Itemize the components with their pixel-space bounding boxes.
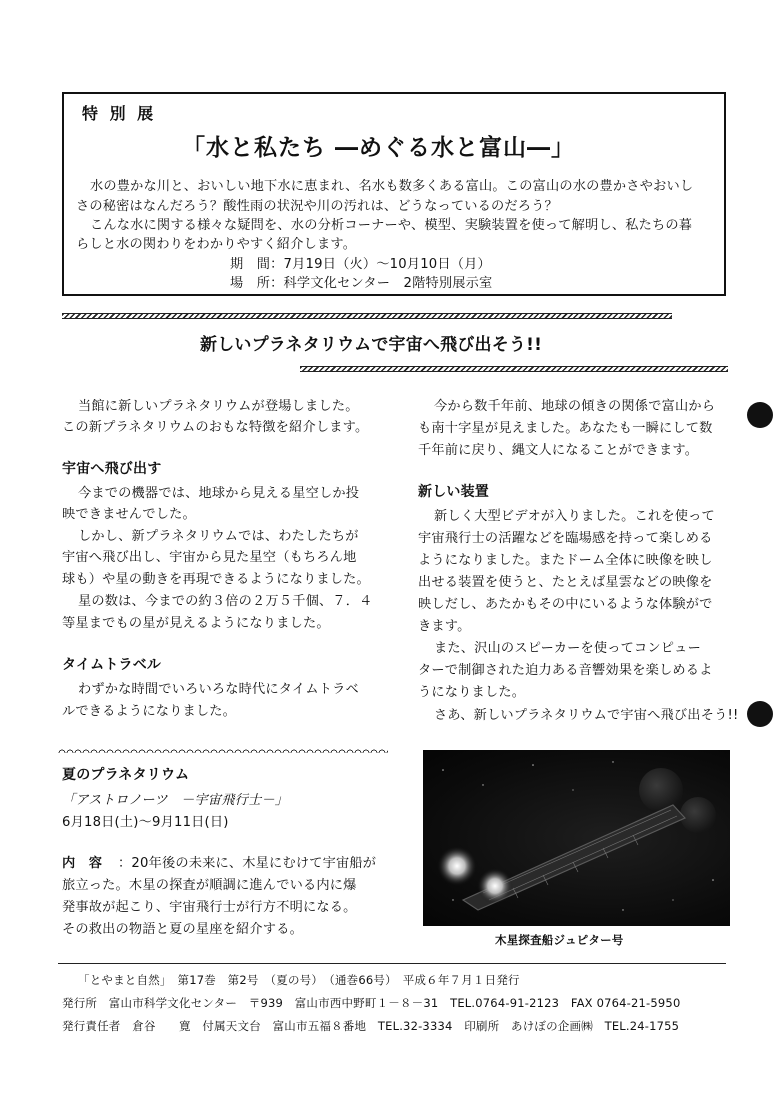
decorative-border-bottom — [300, 366, 728, 372]
spacecraft-image — [423, 750, 730, 926]
exhibition-text-line: らしと水の関わりをわかりやすく紹介します。 — [76, 237, 357, 252]
body-line: も南十字星が見えました。あなたも一瞬にして数 — [418, 421, 713, 436]
intro-line: 当館に新しいプラネタリウムが登場しました。 — [78, 399, 359, 414]
decorative-wavy-line — [58, 747, 388, 753]
binder-hole — [747, 402, 773, 428]
exhibition-title: 「水と私たち ―めぐる水と富山―」 — [182, 135, 576, 161]
body-line: ようになりました。またドーム全体に映像を映し — [418, 553, 713, 568]
body-line: ルできるようになりました。 — [62, 704, 237, 719]
exhibition-label: 特 別 展 — [82, 104, 157, 123]
content-line: 旅立った。木星の探査が順調に進んでいる内に爆 — [62, 878, 357, 893]
body-line: 映しだし、あたかもその中にいるような体験がで — [418, 597, 713, 612]
body-line: 星の数は、今までの約３倍の２万５千個、７．４ — [78, 594, 373, 609]
body-line: 出せる装置を使うと、たとえば星雲などの映像を — [418, 575, 713, 590]
exhibition-place: 場 所：科学文化センター 2階特別展示室 — [230, 276, 493, 291]
exhibition-period: 期 間：7月19日（火）～10月10日（月） — [230, 257, 491, 272]
summer-dates: 6月18日(土)～9月11日(日) — [62, 815, 229, 830]
body-line: ターで制御された迫力ある音響効果を楽しめるよ — [418, 663, 713, 678]
content-line: ：20年後の未来に、木星にむけて宇宙船が — [118, 856, 377, 871]
content-label: 内 容 — [62, 856, 103, 871]
body-line: 球も）や星の動きを再現できるようになりました。 — [62, 572, 370, 587]
footer-publisher-line: 発行所 富山市科学文化センター 〒939 富山市西中野町１－８－31 TEL.0764-91-2123 FAX 0764-21-5950 — [62, 996, 681, 1010]
body-line: また、沢山のスピーカーを使ってコンピュー — [434, 641, 701, 656]
photo-caption: 木星探査船ジュピター号 — [495, 933, 624, 947]
body-line: 千年前に戻り、縄文人になることができます。 — [418, 443, 699, 458]
section-title-new-equipment: 新しい装置 — [418, 484, 489, 500]
content-line: 発事故が起こり、宇宙飛行士が行方不明になる。 — [62, 900, 357, 915]
body-line: しかし、新プラネタリウムでは、わたしたちが — [78, 529, 359, 544]
body-line: 新しく大型ビデオが入りました。これを使って — [434, 509, 715, 524]
decorative-border-top — [62, 313, 672, 319]
body-line: わずかな時間でいろいろな時代にタイムトラベ — [78, 682, 359, 697]
body-line: 宇宙へ飛び出し、宇宙から見た星空（もちろん地 — [62, 550, 357, 565]
body-line: 今までの機器では、地球から見える星空しか投 — [78, 486, 360, 501]
section-title-space: 宇宙へ飛び出す — [62, 461, 162, 477]
exhibition-text-line: さの秘密はなんだろう？酸性雨の状況や川の汚れは、どうなっているのだろう？ — [76, 199, 558, 214]
spacecraft-photo — [423, 750, 730, 926]
body-line: きます。 — [418, 619, 471, 634]
section-title-time-travel: タイムトラベル — [62, 657, 162, 673]
planetarium-heading: 新しいプラネタリウムで宇宙へ飛び出そう!! — [200, 335, 543, 355]
exhibition-text-line: 水の豊かな川と、おいしい地下水に恵まれ、名水も数多くある富山。この富山の水の豊かさやおいし — [90, 179, 694, 194]
body-line: 今から数千年前、地球の傾きの関係で富山から — [434, 399, 716, 414]
closing-line: さあ、新しいプラネタリウムで宇宙へ飛び出そう!! — [434, 708, 739, 723]
footer-publication-line: 「とやまと自然」 第17巻 第2号 （夏の号） （通巻66号） 平成６年７月１日発行 — [78, 973, 520, 987]
content-line: その救出の物語と夏の星座を紹介する。 — [62, 922, 303, 937]
summer-program: 「アストロノーツ －宇宙飛行士－」 — [62, 793, 289, 808]
footer-divider — [58, 963, 726, 964]
binder-hole — [747, 701, 773, 727]
body-line: 等星までもの星が見えるようになりました。 — [62, 616, 330, 631]
footer-responsible-line: 発行責任者 倉谷 寛 付属天文台 富山市五福８番地 TEL.32-3334 印刷所 あけぼの企画㈱ TEL.24-1755 — [62, 1019, 680, 1033]
exhibition-text-line: こんな水に関する様々な疑問を、水の分析コーナーや、模型、実験装置を使って解明し、私たちの暮 — [90, 218, 693, 233]
summer-title: 夏のプラネタリウム — [62, 767, 190, 783]
intro-line: この新プラネタリウムのおもな特徴を紹介します。 — [62, 420, 369, 435]
body-line: うになりました。 — [418, 685, 526, 700]
body-line: 宇宙飛行士の活躍などを臨場感を持って楽しめる — [418, 531, 713, 546]
body-line: 映できませんでした。 — [62, 507, 196, 522]
